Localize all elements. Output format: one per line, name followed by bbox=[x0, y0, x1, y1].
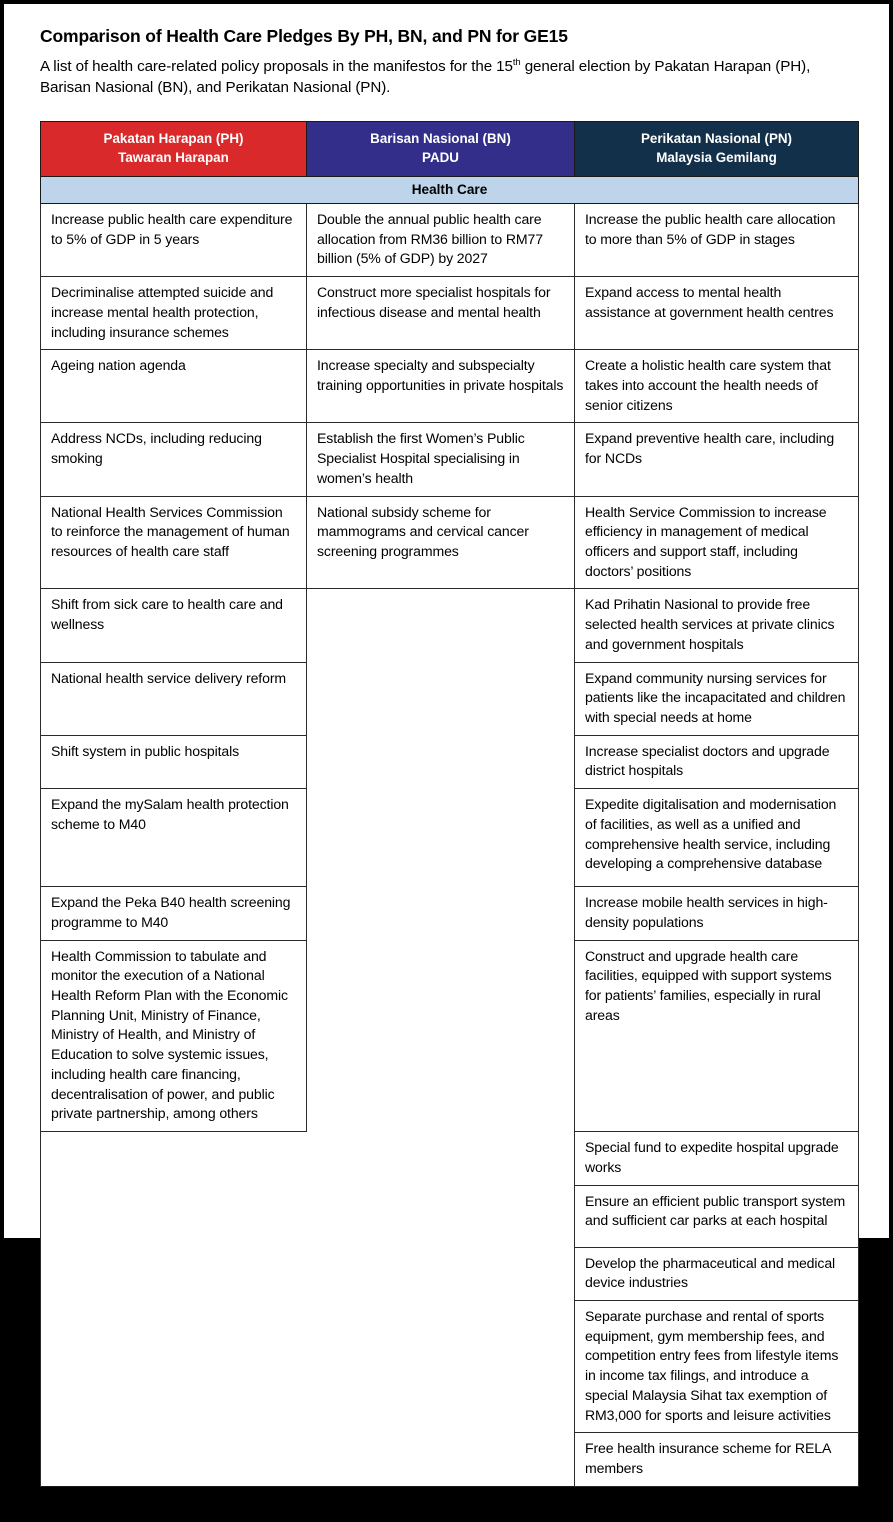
section-band-row bbox=[41, 176, 859, 203]
table-row bbox=[41, 940, 859, 1131]
empty-cell-ph bbox=[41, 1433, 307, 1486]
table-row bbox=[41, 277, 859, 350]
section-band-health-care: Health Care bbox=[41, 176, 859, 203]
column-header-bn-slogan: PADU bbox=[422, 150, 459, 166]
source-credit: Source: Election manifestos by PH, BN, and PN | Graphic by CodeBlue bbox=[40, 1505, 524, 1522]
table-row bbox=[41, 1185, 859, 1247]
empty-cell-bn bbox=[307, 589, 575, 662]
pledge-cell-ph: National Health Services Commission to reinforce the management of human resources of health care staff bbox=[41, 496, 307, 589]
table-row bbox=[41, 350, 859, 423]
empty-cell-bn bbox=[307, 735, 575, 788]
empty-cell-bn bbox=[307, 1433, 575, 1486]
table-row bbox=[41, 203, 859, 276]
pledge-cell-bn: National subsidy scheme for mammograms and cervical cancer screening programmes bbox=[307, 496, 575, 589]
pledge-cell-pn: Kad Prihatin Nasional to provide free selected health services at private clinics and government hospitals bbox=[575, 589, 859, 662]
empty-cell-bn bbox=[307, 1185, 575, 1247]
pledge-cell-ph: Shift system in public hospitals bbox=[41, 735, 307, 788]
infographic-page bbox=[4, 4, 889, 1522]
pledge-cell-bn: Construct more specialist hospitals for infectious disease and mental health bbox=[307, 277, 575, 350]
column-header-bn-name: Barisan Nasional (BN) bbox=[370, 131, 511, 147]
pledge-cell-pn: Separate purchase and rental of sports equipment, gym membership fees, and competition entry fees from lifestyle items in income tax filings, and introduce a special Malaysia Sihat tax exemption of RM3,000 for sports and leisure activities bbox=[575, 1300, 859, 1432]
empty-cell-bn bbox=[307, 1300, 575, 1432]
pledge-cell-ph: Decriminalise attempted suicide and increase mental health protection, including insurance schemes bbox=[41, 277, 307, 350]
pledge-cell-pn: Increase mobile health services in high-density populations bbox=[575, 887, 859, 940]
page-title: Comparison of Health Care Pledges By PH, BN, and PN for GE15 bbox=[40, 26, 568, 46]
table-row bbox=[41, 1433, 859, 1486]
pledge-cell-pn: Increase the public health care allocation to more than 5% of GDP in stages bbox=[575, 203, 859, 276]
pledge-cell-bn: Establish the first Women’s Public Specialist Hospital specialising in women’s health bbox=[307, 423, 575, 496]
table-row bbox=[41, 496, 859, 589]
column-header-ph bbox=[41, 122, 307, 177]
table-row bbox=[41, 423, 859, 496]
empty-cell-ph bbox=[41, 1247, 307, 1300]
column-header-ph-slogan: Tawaran Harapan bbox=[118, 150, 229, 166]
table-header-row bbox=[41, 122, 859, 177]
pledge-cell-pn: Create a holistic health care system that takes into account the health needs of senior citizens bbox=[575, 350, 859, 423]
subtitle-part-2: general election by Pakatan Harapan (PH), Barisan Nasional (BN), and Perikatan Nasional (PN). bbox=[40, 57, 811, 97]
table-row bbox=[41, 662, 859, 735]
table-row bbox=[41, 1247, 859, 1300]
empty-cell-bn bbox=[307, 662, 575, 735]
table-row bbox=[41, 1132, 859, 1185]
empty-cell-bn bbox=[307, 940, 575, 1131]
pledge-cell-bn: Increase specialty and subspecialty training opportunities in private hospitals bbox=[307, 350, 575, 423]
pledge-cell-ph: Health Commission to tabulate and monitor the execution of a National Health Reform Plan with the Economic Planning Unit, Ministry of Finance, Ministry of Health, and Ministry of Education to solve systemic issues, including health care financing, decentralisation of power, and public private partnership, among others bbox=[41, 940, 307, 1131]
empty-cell-bn bbox=[307, 1132, 575, 1185]
table-row bbox=[41, 887, 859, 940]
pledge-cell-ph: Shift from sick care to health care and wellness bbox=[41, 589, 307, 662]
subtitle-ordinal-suffix: th bbox=[512, 56, 521, 68]
empty-cell-bn bbox=[307, 887, 575, 940]
pledge-cell-pn: Special fund to expedite hospital upgrade works bbox=[575, 1132, 859, 1185]
pledge-cell-ph: Ageing nation agenda bbox=[41, 350, 307, 423]
table-row bbox=[41, 589, 859, 662]
pledge-cell-ph: National health service delivery reform bbox=[41, 662, 307, 735]
empty-cell-bn bbox=[307, 789, 575, 887]
empty-cell-ph bbox=[41, 1185, 307, 1247]
subtitle-part-1: A list of health care-related policy proposals in the manifestos for the 15 bbox=[40, 57, 513, 75]
pledge-cell-pn: Ensure an efficient public transport system and sufficient car parks at each hospital bbox=[575, 1185, 859, 1247]
pledge-cell-bn: Double the annual public health care allocation from RM36 billion to RM77 billion (5% of GDP) by 2027 bbox=[307, 203, 575, 276]
pledge-cell-ph: Expand the Peka B40 health screening programme to M40 bbox=[41, 887, 307, 940]
pledge-cell-ph: Increase public health care expenditure to 5% of GDP in 5 years bbox=[41, 203, 307, 276]
column-header-pn-slogan: Malaysia Gemilang bbox=[656, 150, 777, 166]
pledge-cell-ph: Expand the mySalam health protection scheme to M40 bbox=[41, 789, 307, 887]
table-body bbox=[41, 203, 859, 1486]
column-header-bn bbox=[307, 122, 575, 177]
pledge-cell-pn: Develop the pharmaceutical and medical device industries bbox=[575, 1247, 859, 1300]
pledge-cell-pn: Expedite digitalisation and modernisation of facilities, as well as a unified and comprehensive health service, including developing a comprehensive database bbox=[575, 789, 859, 887]
comparison-table bbox=[40, 121, 859, 1487]
pledge-cell-pn: Expand preventive health care, including for NCDs bbox=[575, 423, 859, 496]
column-header-pn bbox=[575, 122, 859, 177]
pledge-cell-pn: Free health insurance scheme for RELA members bbox=[575, 1433, 859, 1486]
pledge-cell-pn: Construct and upgrade health care facilities, equipped with support systems for patients’ families, especially in rural areas bbox=[575, 940, 859, 1131]
pledge-cell-pn: Expand access to mental health assistance at government health centres bbox=[575, 277, 859, 350]
table-row bbox=[41, 1300, 859, 1432]
table-row bbox=[41, 789, 859, 887]
empty-cell-ph bbox=[41, 1132, 307, 1185]
empty-cell-ph bbox=[41, 1300, 307, 1432]
pledge-cell-pn: Increase specialist doctors and upgrade district hospitals bbox=[575, 735, 859, 788]
page-subtitle bbox=[40, 56, 855, 99]
table-row bbox=[41, 735, 859, 788]
pledge-cell-ph: Address NCDs, including reducing smoking bbox=[41, 423, 307, 496]
pledge-cell-pn: Expand community nursing services for patients like the incapacitated and children with special needs at home bbox=[575, 662, 859, 735]
column-header-ph-name: Pakatan Harapan (PH) bbox=[103, 131, 244, 147]
pledge-cell-pn: Health Service Commission to increase efficiency in management of medical officers and support staff, including doctors’ positions bbox=[575, 496, 859, 589]
column-header-pn-name: Perikatan Nasional (PN) bbox=[640, 131, 793, 147]
empty-cell-bn bbox=[307, 1247, 575, 1300]
